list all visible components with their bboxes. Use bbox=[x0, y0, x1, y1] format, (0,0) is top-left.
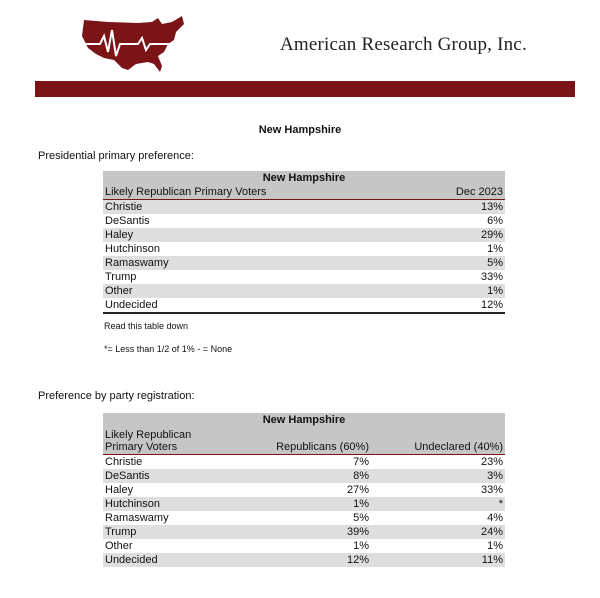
table-header bbox=[103, 185, 505, 200]
table-bottom-rule bbox=[103, 312, 505, 314]
table-row bbox=[103, 242, 505, 256]
undeclared-value: 24% bbox=[480, 526, 503, 538]
candidate-name: Trump bbox=[105, 271, 137, 283]
republicans-value: 1% bbox=[353, 540, 369, 552]
page-header bbox=[0, 0, 600, 100]
republicans-value: 1% bbox=[353, 498, 369, 510]
candidate-name: Undecided bbox=[105, 554, 158, 566]
candidate-value: 1% bbox=[487, 285, 503, 297]
candidate-name: Hutchinson bbox=[105, 243, 161, 255]
table-row bbox=[103, 511, 505, 525]
table-note: Read this table down bbox=[104, 321, 189, 331]
candidate-name: Ramaswamy bbox=[105, 512, 169, 524]
table-row bbox=[103, 553, 505, 567]
candidate-value: 12% bbox=[480, 299, 503, 311]
header-banner bbox=[35, 81, 575, 97]
table-row bbox=[103, 256, 505, 270]
table-row bbox=[103, 525, 505, 539]
table-body bbox=[103, 200, 505, 312]
table-row bbox=[103, 214, 505, 228]
table-caption: New Hampshire bbox=[103, 171, 505, 185]
column-header-date: Dec 2023 bbox=[455, 186, 503, 198]
legend-note: *= Less than 1/2 of 1% - = None bbox=[104, 344, 233, 354]
column-header-undeclared: Undeclared (40%) bbox=[414, 441, 503, 453]
table-header bbox=[103, 427, 505, 455]
candidate-name: Other bbox=[105, 285, 133, 297]
candidate-name: Ramaswamy bbox=[105, 257, 169, 269]
table-body bbox=[103, 455, 505, 567]
table-row bbox=[103, 284, 505, 298]
candidate-name: Haley bbox=[105, 484, 134, 496]
us-map-heartbeat-icon bbox=[78, 14, 186, 76]
table-row bbox=[103, 539, 505, 553]
candidate-name: DeSantis bbox=[105, 470, 150, 482]
candidate-name: Other bbox=[105, 540, 133, 552]
undeclared-value: 3% bbox=[487, 470, 503, 482]
company-name: American Research Group, Inc. bbox=[280, 34, 527, 55]
column-header-voters-line1: Likely Republican bbox=[105, 429, 192, 441]
candidate-value: 29% bbox=[480, 229, 503, 241]
column-header-voters bbox=[103, 429, 201, 454]
undeclared-value: 4% bbox=[487, 512, 503, 524]
table-caption: New Hampshire bbox=[103, 413, 505, 427]
section-label-party: Preference by party registration: bbox=[38, 390, 195, 402]
table-row bbox=[103, 497, 505, 511]
table-row bbox=[103, 270, 505, 284]
candidate-name: DeSantis bbox=[105, 215, 150, 227]
candidate-name: Christie bbox=[105, 456, 143, 468]
candidate-value: 13% bbox=[480, 201, 503, 213]
republicans-value: 5% bbox=[353, 512, 369, 524]
undeclared-value: 33% bbox=[480, 484, 503, 496]
preference-table bbox=[103, 171, 505, 314]
table-row bbox=[103, 469, 505, 483]
table-row bbox=[103, 483, 505, 497]
page-title: New Hampshire bbox=[258, 124, 342, 136]
column-header-republicans: Republicans (60%) bbox=[276, 441, 369, 453]
candidate-name: Undecided bbox=[105, 299, 158, 311]
column-header-voters-line2: Primary Voters bbox=[105, 441, 178, 453]
republicans-value: 12% bbox=[346, 554, 369, 566]
candidate-value: 33% bbox=[480, 271, 503, 283]
table-row bbox=[103, 228, 505, 242]
republicans-value: 27% bbox=[346, 484, 369, 496]
undeclared-value: 11% bbox=[481, 554, 503, 566]
section-label-preference: Presidential primary preference: bbox=[38, 150, 194, 162]
candidate-value: 1% bbox=[487, 243, 503, 255]
candidate-name: Trump bbox=[105, 526, 137, 538]
candidate-value: 6% bbox=[487, 215, 503, 227]
undeclared-value: * bbox=[498, 498, 503, 510]
undeclared-value: 1% bbox=[487, 540, 503, 552]
table-row bbox=[103, 200, 505, 214]
column-header-voters: Likely Republican Primary Voters bbox=[105, 186, 267, 198]
candidate-value: 5% bbox=[487, 257, 503, 269]
republicans-value: 8% bbox=[353, 470, 369, 482]
candidate-name: Christie bbox=[105, 201, 143, 213]
table-row bbox=[103, 455, 505, 469]
undeclared-value: 23% bbox=[480, 456, 503, 468]
candidate-name: Hutchinson bbox=[105, 498, 161, 510]
republicans-value: 39% bbox=[346, 526, 369, 538]
party-registration-table bbox=[103, 413, 505, 567]
table-row bbox=[103, 298, 505, 312]
candidate-name: Haley bbox=[105, 229, 134, 241]
republicans-value: 7% bbox=[353, 456, 369, 468]
